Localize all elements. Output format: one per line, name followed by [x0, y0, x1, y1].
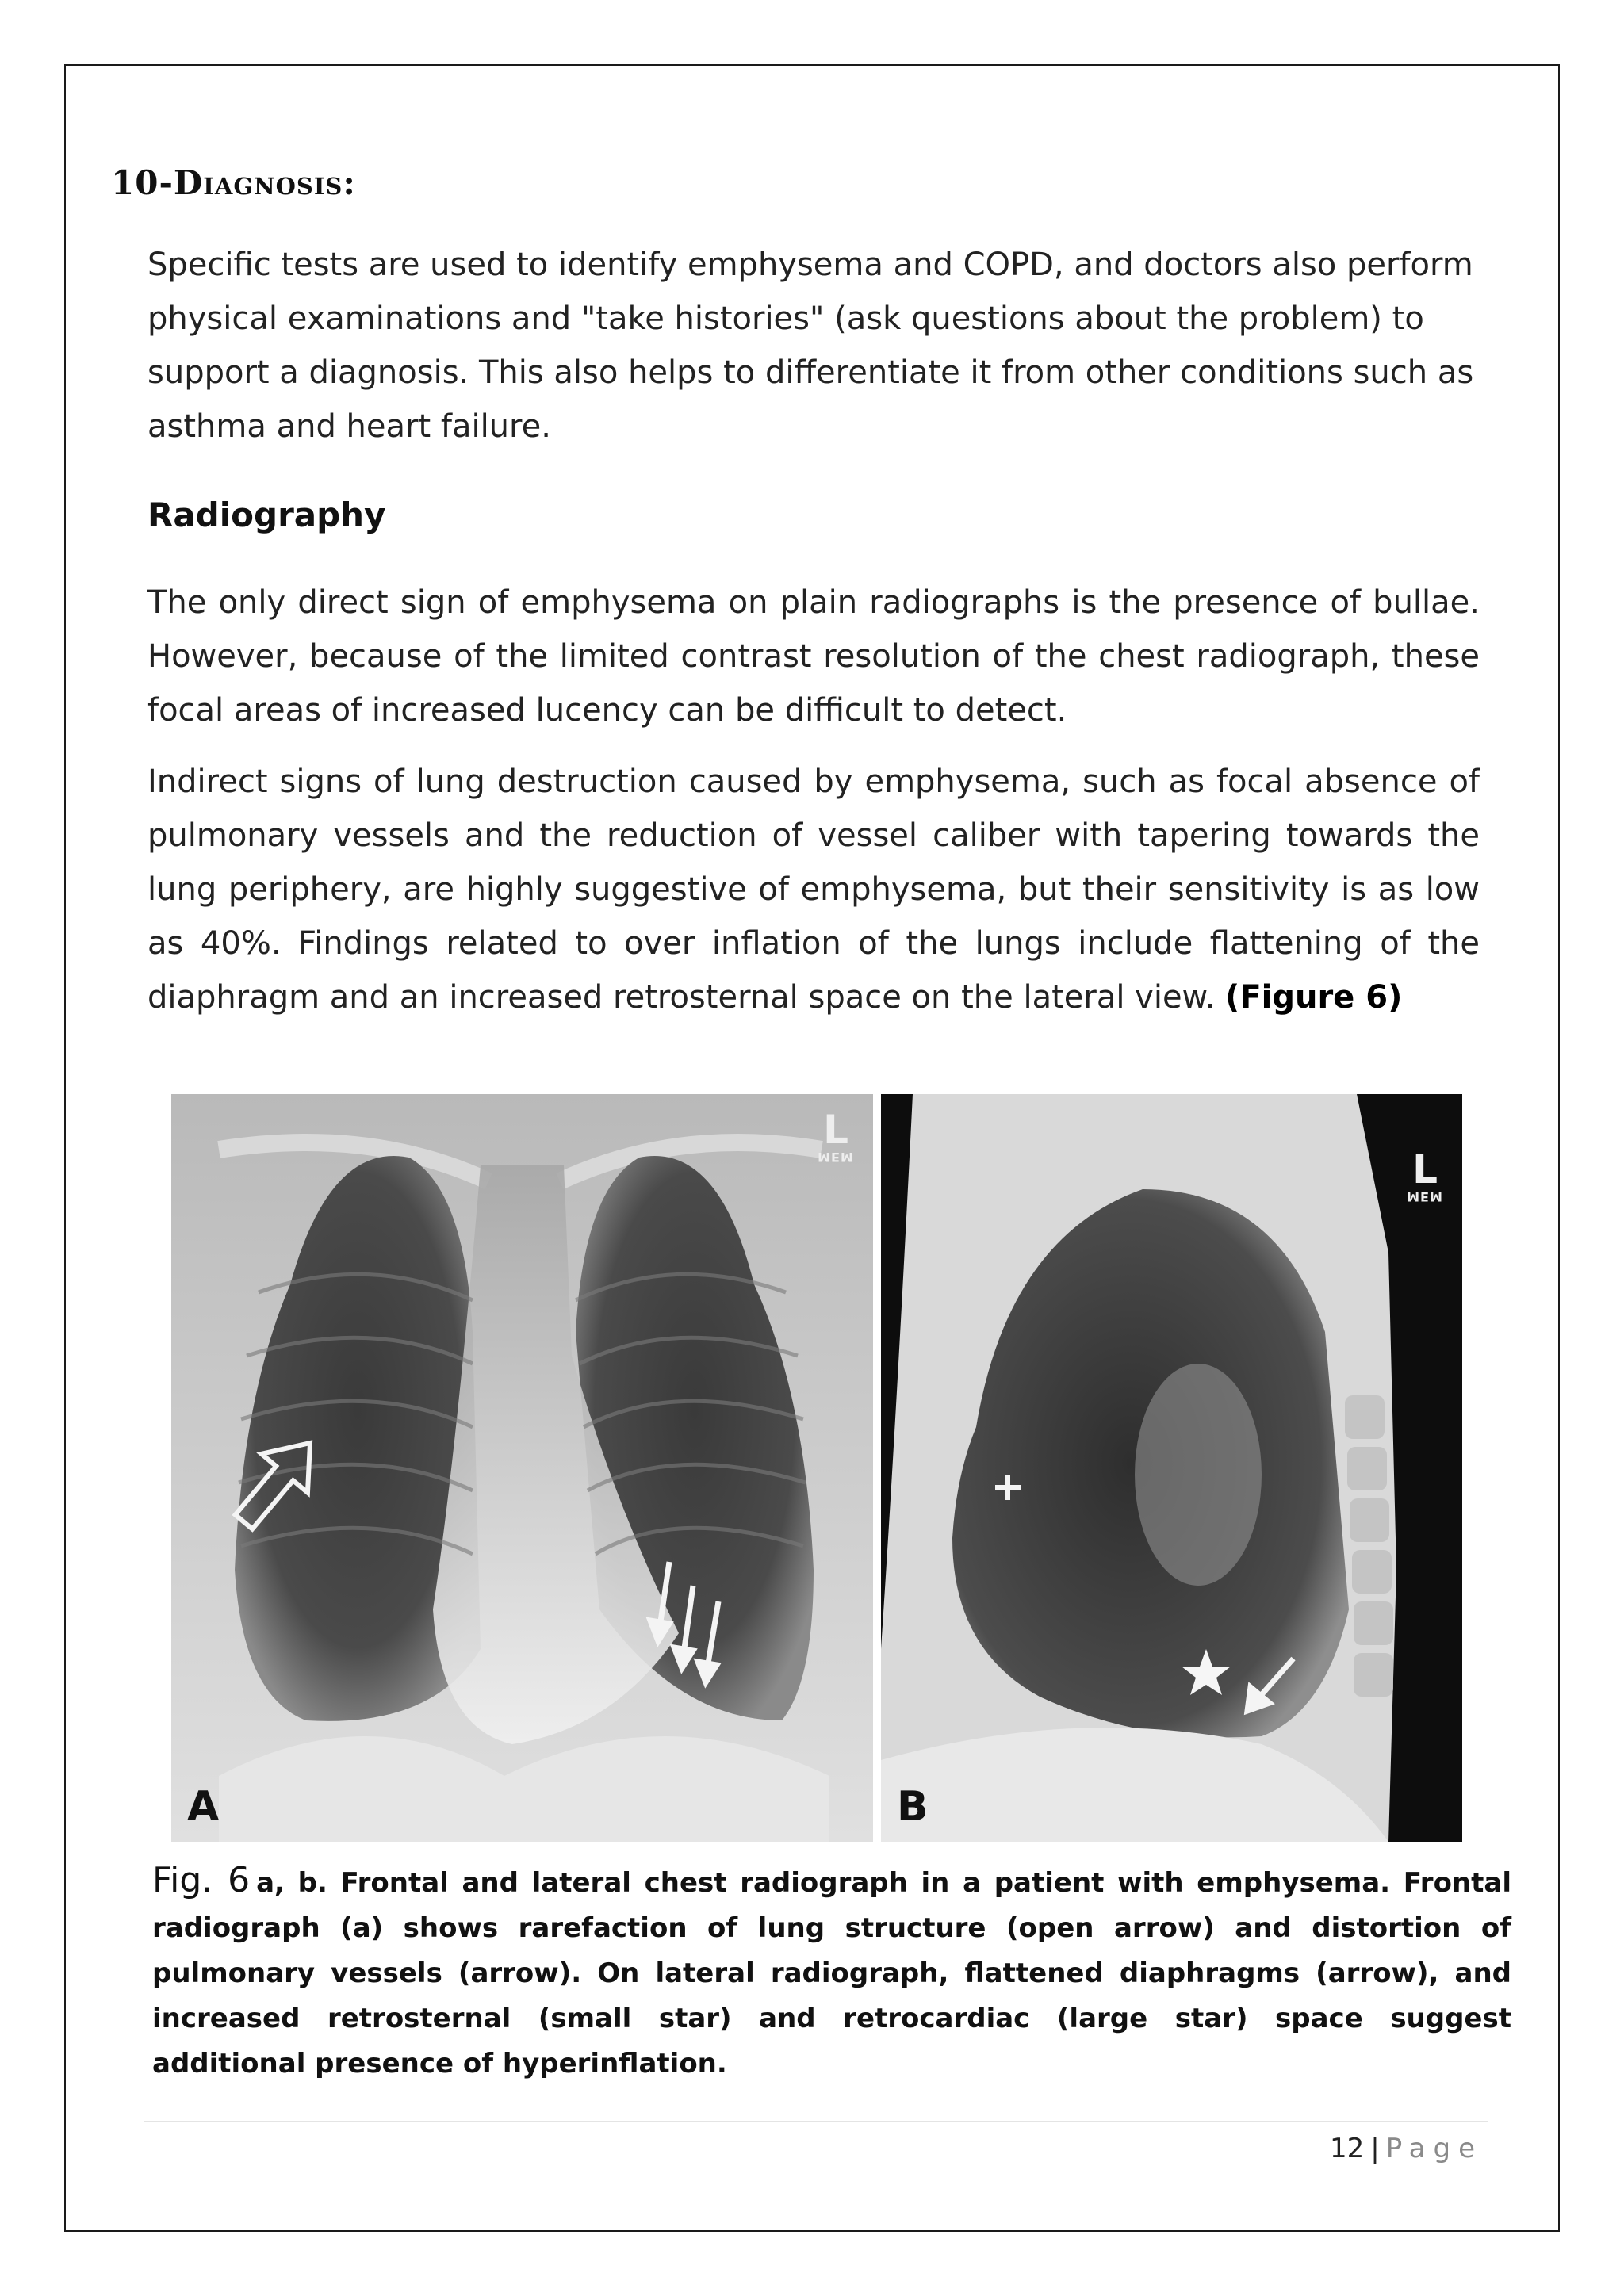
page-footer	[1330, 2133, 1483, 2164]
figure-number: Fig. 6	[152, 1860, 251, 1900]
footer-divider	[144, 2121, 1488, 2122]
intro-paragraph: Specific tests are used to identify emphysema and COPD, and doctors also perform physical examinations and "take histories" (ask questions about the problem) to support a diagnosis. This also helps to differentiate it from other conditions such as asthma and heart failure.	[147, 247, 1474, 445]
lateral-radiograph-image	[881, 1094, 1462, 1842]
page-label: Page	[1385, 2133, 1483, 2164]
section-heading: 10-Diagnosis:	[111, 163, 356, 202]
side-marker-b: L MEM	[1407, 1146, 1443, 1204]
footer-separator: |	[1370, 2133, 1380, 2164]
side-marker-a: L MEM	[818, 1107, 854, 1165]
radiography-paragraph-2-text: Indirect signs of lung destruction caused by emphysema, such as focal absence of pulmonary vessels and the reduction of vessel caliber with tapering towards the lung periphery, are highly suggestive of emphysema, but their sensitivity is as low as 40%. Findings related to over inflation of the lungs include flattening of the diaphragm and an increased retrosternal space on the lateral view.	[147, 763, 1480, 1016]
figure-reference: (Figure 6)	[1225, 979, 1403, 1016]
figure-caption	[152, 1858, 1511, 2087]
panel-a-label: A	[187, 1783, 220, 1831]
radiography-paragraph-2	[147, 755, 1480, 1024]
panel-b-label: B	[897, 1783, 929, 1831]
radiography-paragraph-1: The only direct sign of emphysema on plain radiographs is the presence of bullae. However, because of the limited contrast resolution of the chest radiograph, these focal areas of increased lucency can be difficult to detect.	[147, 584, 1480, 729]
frontal-radiograph	[171, 1094, 873, 1842]
lateral-radiograph	[881, 1094, 1462, 1842]
figure-6	[171, 1094, 1462, 1842]
frontal-radiograph-image	[171, 1094, 873, 1842]
radiography-heading: Radiography	[147, 496, 386, 534]
page-number: 12	[1329, 2133, 1365, 2164]
figure-caption-text: a, b. Frontal and lateral chest radiograph in a patient with emphysema. Frontal radiograph (a) shows rarefaction of lung structure (open arrow) and distortion of pulmonary vessels (arrow). On lateral radiograph, flattened diaphragms (arrow), and increased retrosternal (small star) and retrocardiac (large star) space suggest additional presence of hyperinflation.	[152, 1867, 1511, 2080]
